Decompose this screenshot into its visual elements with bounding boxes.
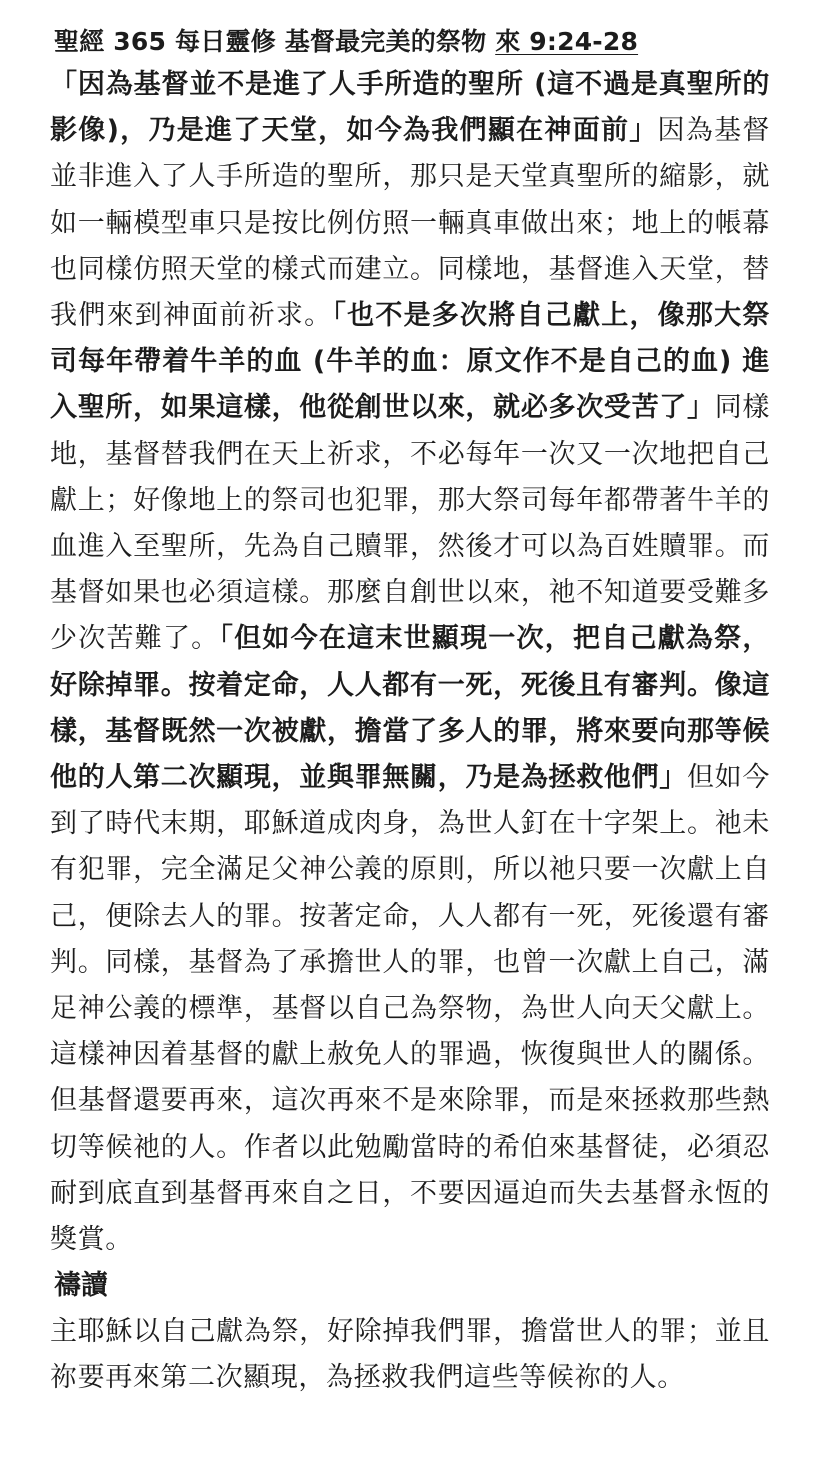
devotional-page bbox=[50, 0, 770, 1402]
title-text: 聖經 365 每日靈修 基督最完美的祭物 bbox=[54, 27, 496, 56]
commentary-paragraph bbox=[50, 62, 770, 1263]
scripture-quote: 「因為基督並不是進了人手所造的聖所 (這不過是真聖所的影像)，乃是進了天堂，如今為我們顯在神面前」 bbox=[50, 69, 770, 147]
scripture-quote: 「但如今在這末世顯現一次，把自己獻為祭，好除掉罪。按着定命，人人都有一死，死後且有審判。像這樣，基督既然一次被獻，擔當了多人的罪，將來要向那等候他的人第二次顯現，並與罪無關，乃是為拯救他們」 bbox=[50, 623, 770, 794]
commentary-text: 因為基督並非進入了人手所造的聖所，那只是天堂真聖所的縮影，就如一輛模型車只是按比例仿照一輛真車做出來；地上的帳幕也同樣仿照天堂的樣式而建立。同樣地，基督進入天堂，替我們來到神面前祈求。 bbox=[50, 115, 770, 332]
scripture-quote: 「也不是多次將自己獻上，像那大祭司每年帶着牛羊的血 (牛羊的血：原文作不是自己的血) 進入聖所，如果這樣，他從創世以來，就必多次受苦了」 bbox=[50, 300, 770, 424]
page-title bbox=[54, 22, 770, 62]
commentary-text: 同樣地，基督替我們在天上祈求，不必每年一次又一次地把自己獻上；好像地上的祭司也犯罪，那大祭司每年都帶著牛羊的血進入至聖所，先為自己贖罪，然後才可以為百姓贖罪。而基督如果也必須這樣。那麼自創世以來，祂不知道要受難多少次苦難了。 bbox=[50, 392, 770, 655]
prayer-heading: 禱讀 bbox=[54, 1270, 108, 1302]
scripture-reference-link[interactable]: 來 9:24-28 bbox=[495, 27, 639, 56]
prayer-text: 主耶穌以自己獻為祭，好除掉我們罪，擔當世人的罪；並且祢要再來第二次顯現，為拯救我們這些等候祢的人。 bbox=[50, 1316, 770, 1394]
commentary-text: 但如今到了時代末期，耶穌道成肉身，為世人釘在十字架上。祂未有犯罪，完全滿足父神公義的原則，所以祂只要一次獻上自己，便除去人的罪。按著定命，人人都有一死，死後還有審判。同樣，基督為了承擔世人的罪，也曾一次獻上自己，滿足神公義的標準，基督以自己為祭物，為世人向天父獻上。這樣神因着基督的獻上赦免人的罪過，恢復與世人的關係。但基督還要再來，這次再來不是來除罪，而是來拯救那些熱切等候祂的人。作者以此勉勵當時的希伯來基督徒，必須忍耐到底直到基督再來自之日，不要因逼迫而失去基督永恆的獎賞。 bbox=[50, 762, 770, 1256]
